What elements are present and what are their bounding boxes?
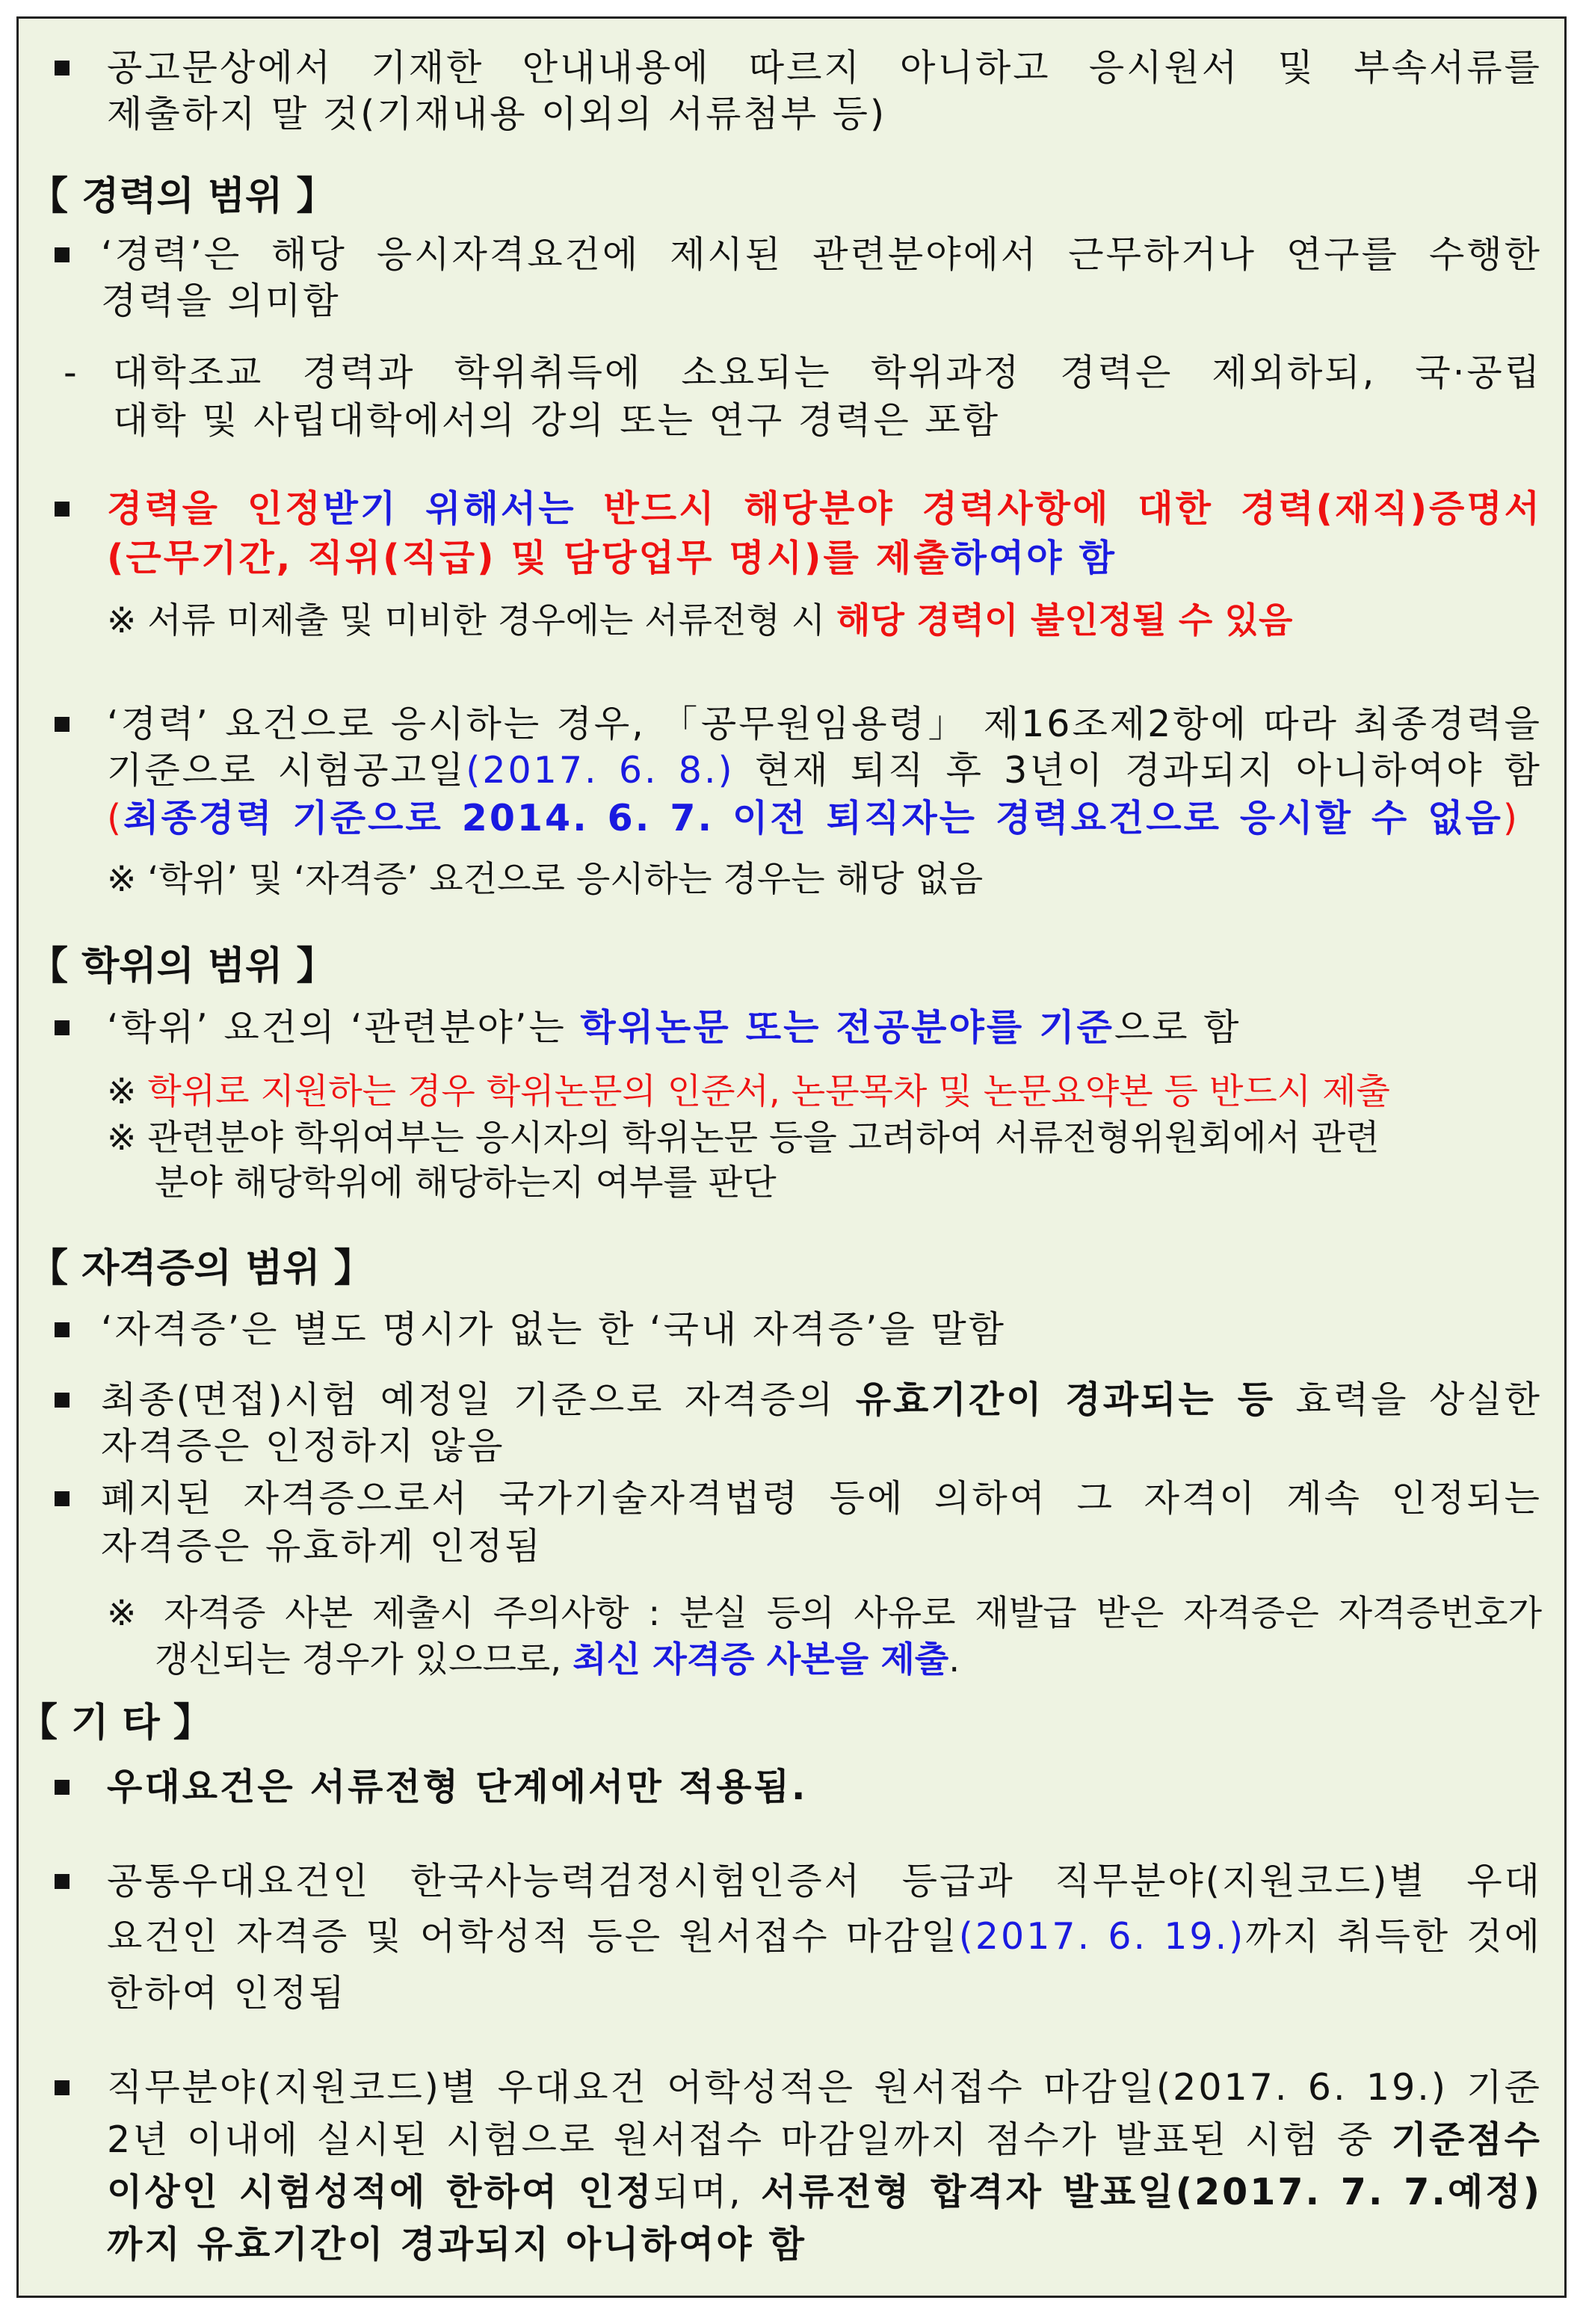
career-b3-line-1: ‘경력’ 요건으로 응시하는 경우, 「공무원임용령」 제16조제2항에 따라 최종경력을 [107, 703, 1542, 745]
career-b3-line-2 [107, 747, 1542, 795]
career-b3-blue-text: 최종경력 기준으로 2014. 6. 7. 이전 퇴직자는 경력요건으로 응시할 수 없음 [123, 797, 1503, 839]
degree-ref-2-line-1: ※ 관련분야 학위여부는 응시자의 학위논문 등을 고려하여 서류전형위원회에서 관련 [107, 1118, 1380, 1159]
etc-b3-line-1: 직무분야(지원코드)별 우대요건 어학성적은 원서접수 마감일(2017. 6. 19.) 기준 [107, 2066, 1542, 2109]
degree-b1-blue-text: 학위논문 또는 전공분야를 기준 [580, 1006, 1114, 1049]
career-ref-1-red-text: 해당 경력이 불인정될 수 있음 [836, 600, 1293, 641]
etc-b3-line-4: 까지 유효기간이 경과되지 아니하여야 함 [107, 2223, 806, 2266]
ref-mark: ※ [107, 1071, 148, 1112]
etc-section-header: 【 기 타 】 [19, 1701, 212, 1745]
etc-b3-bold-text: 기준점수 [1391, 2118, 1542, 2161]
degree-ref-1-red-text: 학위로 지원하는 경우 학위논문의 인준서, 논문목차 및 논문요약본 등 반드시 제출 [147, 1071, 1390, 1112]
cert-b2-line-2: 자격증은 인정하지 않음 [101, 1425, 505, 1467]
bullet-icon [55, 61, 70, 75]
career-d1-line-2: 대학 및 사립대학에서의 강의 또는 연구 경력은 포함 [113, 399, 1001, 442]
bullet-icon [55, 1780, 70, 1795]
cert-section-header: 【 자격증의 범위 】 [29, 1246, 373, 1291]
etc-b1: 우대요건은 서류전형 단계에서만 적용됨. [107, 1766, 808, 1808]
career-d1-line-1: 대학조교 경력과 학위취득에 소요되는 학위과정 경력은 제외하되, 국·공립 [113, 351, 1542, 394]
degree-section-header: 【 학위의 범위 】 [29, 944, 336, 989]
degree-b1-text: ‘학위’ 요건의 ‘관련분야’는 [107, 1006, 581, 1049]
bullet-icon [55, 717, 70, 732]
cert-ref-line-2 [155, 1636, 960, 1684]
bullet-icon [55, 1874, 70, 1889]
etc-b3-text-2: 되며, [653, 2171, 761, 2213]
cert-b3-line-2: 자격증은 유효하게 인정됨 [101, 1525, 543, 1568]
career-ref-1-text: ※ 서류 미제출 및 미비한 경우에는 서류전형 시 [107, 600, 837, 641]
bullet-icon [55, 1322, 70, 1337]
cert-b2-bold-text: 유효기간이 경과되는 등 [855, 1378, 1276, 1421]
bullet-icon [55, 2080, 70, 2095]
etc-b3-bold-text-2: 이상인 시험성적에 한하여 인정 [107, 2171, 654, 2213]
bullet-icon [55, 1020, 70, 1035]
bullet-icon [55, 1393, 70, 1408]
career-b3-text: 기준으로 시험공고일 [107, 749, 466, 792]
etc-b2-date: (2017. 6. 19.) [958, 1915, 1246, 1958]
degree-ref-1 [107, 1068, 1390, 1116]
cert-b2-line-1 [101, 1376, 1542, 1424]
etc-b3-text: 2년 이내에 실시된 시험으로 원서접수 마감일까지 점수가 발표된 시험 중 [107, 2118, 1392, 2161]
etc-b3-line-2 [107, 2116, 1542, 2164]
notice-box [16, 16, 1567, 2298]
etc-b3-line-3 [107, 2169, 1542, 2216]
career-b2-red-text-3: (근무기간, 직위(직급) 및 담당업무 명시)를 제출 [107, 537, 951, 579]
etc-b2-line-2 [107, 1913, 1542, 1961]
degree-b1-text-2: 으로 함 [1114, 1006, 1241, 1049]
career-ref-1 [107, 597, 1292, 645]
career-b1-line-2: 경력을 의미함 [101, 280, 341, 322]
cert-b2-text: 최종(면접)시험 예정일 기준으로 자격증의 [101, 1378, 856, 1421]
etc-b2-text-2: 까지 취득한 것에 [1245, 1915, 1542, 1958]
paren-open: ( [107, 797, 124, 839]
etc-b3-bold-text-3: 서류전형 합격자 발표일(2017. 7. 7.예정) [760, 2171, 1542, 2213]
cert-ref-line-1: ※ 자격증 사본 제출시 주의사항 : 분실 등의 사유로 재발급 받은 자격증은 자격증번호가 [107, 1593, 1542, 1634]
career-b2-line-1 [107, 485, 1542, 533]
career-b2-blue-text-2: 하여야 함 [951, 537, 1117, 579]
career-ref-2: ※ ‘학위’ 및 ‘자격증’ 요건으로 응시하는 경우는 해당 없음 [107, 859, 984, 900]
etc-b2-line-1: 공통우대요건인 한국사능력검정시험인증서 등급과 직무분야(지원코드)별 우대 [107, 1860, 1542, 1902]
s0-line-1: 공고문상에서 기재한 안내내용에 따르지 아니하고 응시원서 및 부속서류를 [107, 46, 1542, 89]
cert-ref-blue-text: 최신 자격증 사본을 제출 [573, 1639, 949, 1680]
bullet-icon [55, 502, 70, 517]
cert-b2-text-2: 효력을 상실한 [1275, 1378, 1542, 1421]
cert-ref-text: 갱신되는 경우가 있으므로, [155, 1639, 573, 1680]
career-b2-red-text-2: 반드시 해당분야 경력사항에 대한 경력(재직)증명서 [576, 487, 1542, 530]
dash-marker: - [64, 351, 77, 394]
degree-b1 [107, 1004, 1241, 1052]
bullet-icon [55, 247, 70, 262]
degree-ref-2-line-2: 분야 해당학위에 해당하는지 여부를 판단 [155, 1162, 777, 1203]
cert-ref-period: . [948, 1639, 960, 1680]
career-b3-line-3 [107, 795, 1519, 842]
etc-b2-text: 요건인 자격증 및 어학성적 등은 원서접수 마감일 [107, 1915, 959, 1958]
career-b2-line-2 [107, 534, 1117, 582]
cert-b3-line-1: 폐지된 자격증으로서 국가기술자격법령 등에 의하여 그 자격이 계속 인정되는 [101, 1477, 1542, 1520]
paren-close: ) [1502, 797, 1519, 839]
career-b3-text-2: 현재 퇴직 후 3년이 경과되지 아니하여야 함 [734, 749, 1542, 792]
bullet-icon [55, 1491, 70, 1506]
cert-b1: ‘자격증’은 별도 명시가 없는 한 ‘국내 자격증’을 말함 [101, 1308, 1007, 1351]
s0-line-2: 제출하지 말 것(기재내용 이외의 서류첨부 등) [107, 93, 887, 135]
career-b1-line-1: ‘경력’은 해당 응시자격요건에 제시된 관련분야에서 근무하거나 연구를 수행한 [101, 233, 1542, 276]
career-b3-date: (2017. 6. 8.) [466, 749, 735, 792]
career-section-header: 【 경력의 범위 】 [29, 174, 336, 219]
career-b2-blue-text: 받기 위해서는 [322, 487, 576, 530]
career-b2-red-text: 경력을 인정 [107, 487, 323, 530]
etc-b2-line-3: 한하여 인정됨 [107, 1972, 347, 2015]
